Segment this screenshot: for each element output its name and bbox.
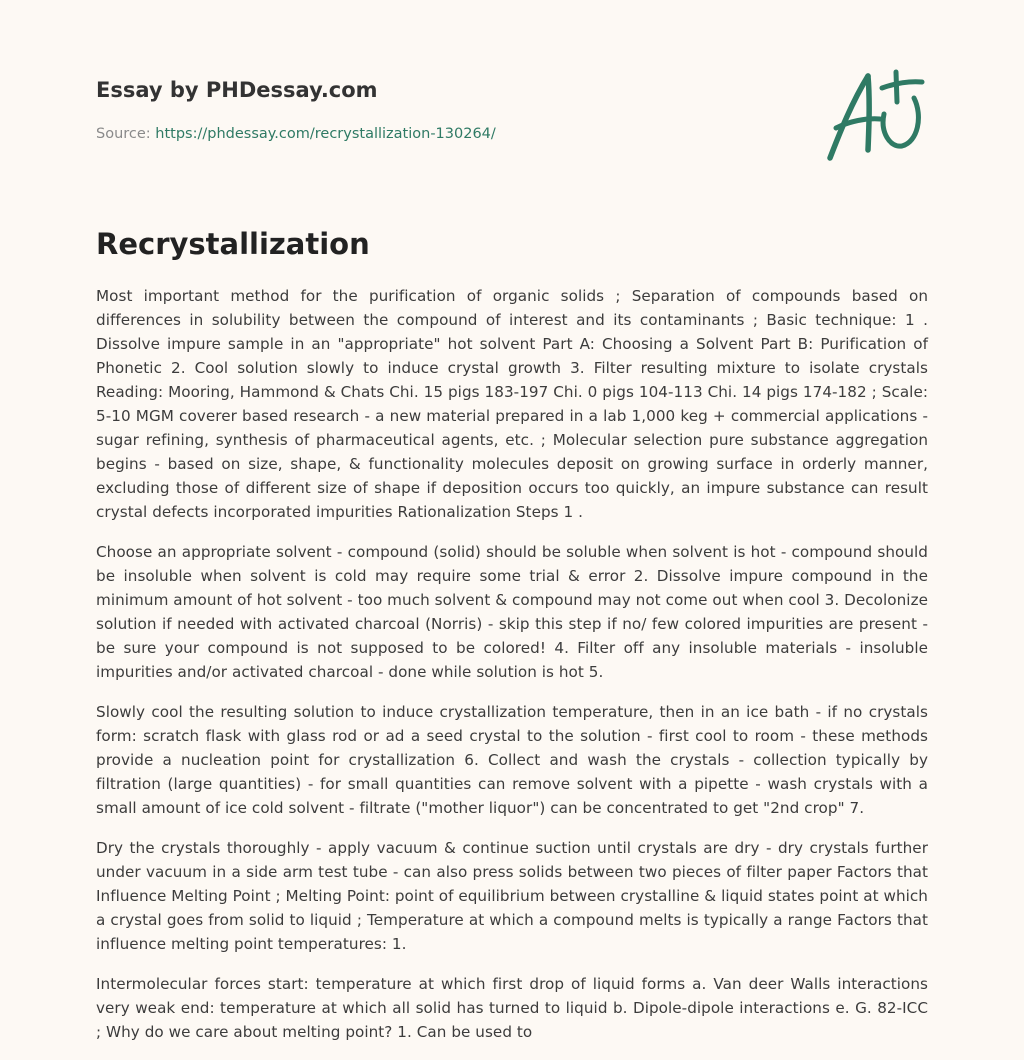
a-plus-logo-icon [822, 66, 932, 166]
essay-paragraph: Most important method for the purification of organic solids ; Separation of compounds based on differences in solubility between the compound of interest and its contaminants ; Basic technique: 1 . Dissolve impure sample in an "appropriate" hot solvent Part A: Choosing a Solvent Part B: Purification of Phonetic 2. Cool solution slowly to induce crystal growth 3. Filter resulting mixture to isolate crystals Reading: Mooring, Hammond & Chats Chi. 15 pigs 183-197 Chi. 0 pigs 104-113 Chi. 14 pigs 174-182 ; Scale: 5-10 MGM coverer based research - a new material prepared in a lab 1,000 keg + commercial applications - sugar refining, synthesis of pharmaceutical agents, etc. ; Molecular selection pure substance aggregation begins - based on size, shape, & functionality molecules deposit on growing surface in orderly manner, excluding those of different size of shape if deposition occurs too quickly, an impure substance can result crystal defects incorporated impurities Rationalization Steps 1 . [96, 287, 928, 521]
essay-paragraph: Intermolecular forces start: temperature at which first drop of liquid forms a. Van deer Walls interactions very weak end: temperature at which all solid has turned to liquid b. Dipole-dipole interactions e. G. 82-ICC ; Why do we care about melting point? 1. Can be used to [96, 975, 928, 1041]
essay-paragraph: Dry the crystals thoroughly - apply vacuum & continue suction until crystals are dry - dry crystals further under vacuum in a side arm test tube - can also press solids between two pieces of filter paper Factors that Influence Melting Point ; Melting Point: point of equilibrium between crystalline & liquid states point at which a crystal goes from solid to liquid ; Temperature at which a compound melts is typically a range Factors that influence melting point temperatures: 1. [96, 839, 928, 953]
site-brand: Essay by PHDessay.com [96, 78, 378, 102]
source-link[interactable]: https://phdessay.com/recrystallization-130264/ [155, 126, 496, 142]
essay-body [96, 284, 928, 1060]
essay-header [96, 76, 716, 144]
essay-title: Recrystallization [96, 227, 370, 261]
source-line [96, 124, 716, 144]
essay-paragraph: Slowly cool the resulting solution to induce crystallization temperature, then in an ice bath - if no crystals form: scratch flask with glass rod or ad a seed crystal to the solution - first cool to room - these methods provide a nucleation point for crystallization 6. Collect and wash the crystals - collection typically by filtration (large quantities) - for small quantities can remove solvent with a pipette - wash crystals with a small amount of ice cold solvent - filtrate ("mother liquor") can be concentrated to get "2nd crop" 7. [96, 703, 928, 817]
essay-paragraph: Choose an appropriate solvent - compound (solid) should be soluble when solvent is hot - compound should be insoluble when solvent is cold may require some trial & error 2. Dissolve impure compound in the minimum amount of hot solvent - too much solvent & compound may not come out when cool 3. Decolonize solution if needed with activated charcoal (Norris) - skip this step if no/ few colored impurities are present - be sure your compound is not supposed to be colored! 4. Filter off any insoluble materials - insoluble impurities and/or activated charcoal - done while solution is hot 5. [96, 543, 928, 681]
source-label: Source: [96, 126, 151, 142]
